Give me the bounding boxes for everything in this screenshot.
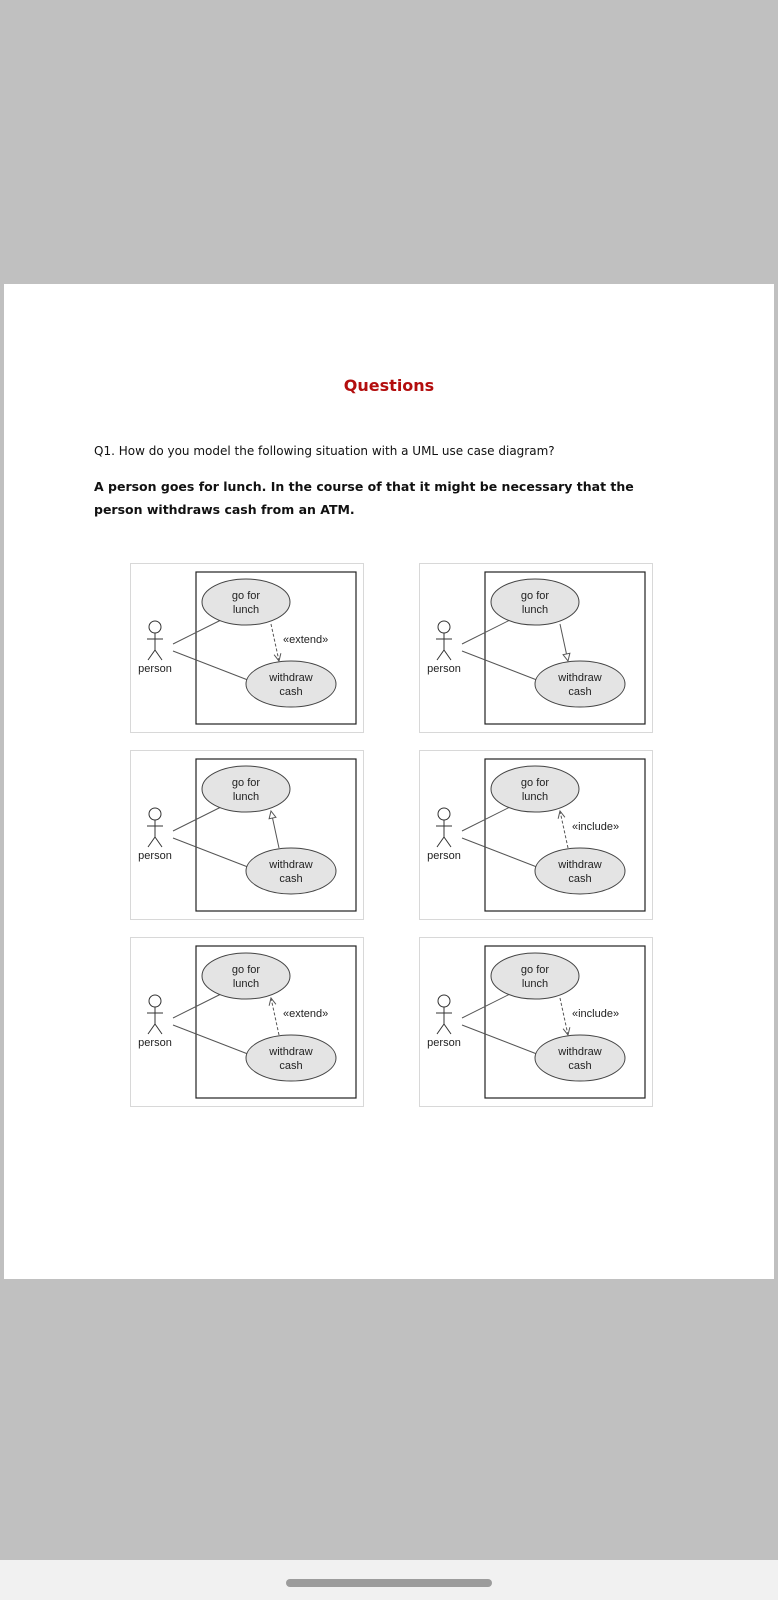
diagram-svg bbox=[131, 564, 363, 732]
use-case-go-for-lunch bbox=[202, 953, 290, 999]
use-case-label: lunch bbox=[521, 978, 549, 990]
use-case-label: withdraw bbox=[269, 672, 313, 684]
use-case-label: go for bbox=[231, 964, 261, 976]
actor-head bbox=[149, 621, 161, 633]
use-case-label: cash bbox=[568, 1060, 592, 1072]
actor-leg bbox=[437, 837, 444, 847]
actor-head bbox=[438, 621, 450, 633]
question-text: Q1. How do you model the following situation with a UML use case diagram? bbox=[94, 444, 555, 458]
home-indicator[interactable] bbox=[286, 1579, 492, 1587]
actor-label: person bbox=[138, 663, 172, 675]
generalization-arrowhead bbox=[269, 811, 276, 819]
association-line bbox=[462, 651, 542, 682]
association-line bbox=[173, 838, 253, 869]
use-case-label: cash bbox=[279, 873, 303, 885]
actor-label: person bbox=[427, 663, 461, 675]
document-page bbox=[4, 284, 774, 1279]
association-line bbox=[462, 620, 510, 644]
actor-leg bbox=[437, 1024, 444, 1034]
use-case-withdraw-cash bbox=[535, 661, 625, 707]
association-line bbox=[462, 994, 510, 1018]
association-line bbox=[462, 838, 542, 869]
use-case-label: lunch bbox=[232, 791, 260, 803]
use-case-diagram-3 bbox=[130, 750, 364, 920]
diagram-svg bbox=[420, 564, 652, 732]
use-case-label: withdraw bbox=[269, 1046, 313, 1058]
actor-leg bbox=[148, 1024, 155, 1034]
generalization-arrowhead bbox=[563, 653, 570, 661]
actor-label: person bbox=[427, 1037, 461, 1049]
actor-leg bbox=[155, 837, 162, 847]
use-case-label: go for bbox=[520, 964, 550, 976]
use-case-label: lunch bbox=[521, 604, 549, 616]
use-case-withdraw-cash bbox=[246, 661, 336, 707]
use-case-label: lunch bbox=[521, 791, 549, 803]
actor-head bbox=[149, 808, 161, 820]
association-line bbox=[173, 807, 221, 831]
actor-leg bbox=[444, 837, 451, 847]
use-case-label: lunch bbox=[232, 604, 260, 616]
use-case-diagram-1 bbox=[130, 563, 364, 733]
use-case-go-for-lunch bbox=[491, 579, 579, 625]
use-case-label: withdraw bbox=[558, 859, 602, 871]
actor-leg bbox=[148, 650, 155, 660]
use-case-label: go for bbox=[231, 590, 261, 602]
diagram-svg bbox=[420, 751, 652, 919]
association-line bbox=[462, 807, 510, 831]
use-case-diagram-2 bbox=[419, 563, 653, 733]
use-case-label: go for bbox=[231, 777, 261, 789]
actor-label: person bbox=[138, 1037, 172, 1049]
use-case-withdraw-cash bbox=[246, 848, 336, 894]
association-line bbox=[173, 620, 221, 644]
association-line bbox=[173, 1025, 253, 1056]
actor-leg bbox=[155, 1024, 162, 1034]
scenario-text: A person goes for lunch. In the course of that it might be necessary that the person withdraws cash from an ATM. bbox=[94, 479, 634, 517]
relation-label: «extend» bbox=[283, 1008, 329, 1020]
diagram-svg bbox=[131, 938, 363, 1106]
relation-label: «extend» bbox=[283, 634, 329, 646]
actor-leg bbox=[148, 837, 155, 847]
use-case-go-for-lunch bbox=[202, 579, 290, 625]
actor-label: person bbox=[427, 850, 461, 862]
page-title: Questions bbox=[343, 376, 435, 395]
use-case-label: lunch bbox=[232, 978, 260, 990]
use-case-label: cash bbox=[279, 1060, 303, 1072]
use-case-label: withdraw bbox=[558, 672, 602, 684]
use-case-label: cash bbox=[568, 686, 592, 698]
use-case-label: withdraw bbox=[269, 859, 313, 871]
use-case-go-for-lunch bbox=[491, 766, 579, 812]
actor-leg bbox=[444, 650, 451, 660]
relation-label: «include» bbox=[572, 1008, 620, 1020]
actor-label: person bbox=[138, 850, 172, 862]
use-case-label: cash bbox=[568, 873, 592, 885]
use-case-label: withdraw bbox=[558, 1046, 602, 1058]
use-case-withdraw-cash bbox=[535, 848, 625, 894]
diagram-svg bbox=[420, 938, 652, 1106]
use-case-label: go for bbox=[520, 777, 550, 789]
actor-leg bbox=[155, 650, 162, 660]
use-case-diagram-4 bbox=[419, 750, 653, 920]
actor-head bbox=[149, 995, 161, 1007]
actor-head bbox=[438, 995, 450, 1007]
diagram-svg bbox=[131, 751, 363, 919]
use-case-diagram-5 bbox=[130, 937, 364, 1107]
use-case-go-for-lunch bbox=[202, 766, 290, 812]
use-case-go-for-lunch bbox=[491, 953, 579, 999]
actor-head bbox=[438, 808, 450, 820]
association-line bbox=[173, 651, 253, 682]
actor-leg bbox=[444, 1024, 451, 1034]
use-case-label: go for bbox=[520, 590, 550, 602]
use-case-withdraw-cash bbox=[246, 1035, 336, 1081]
association-line bbox=[173, 994, 221, 1018]
use-case-label: cash bbox=[279, 686, 303, 698]
relation-label: «include» bbox=[572, 821, 620, 833]
use-case-diagram-6 bbox=[419, 937, 653, 1107]
actor-leg bbox=[437, 650, 444, 660]
association-line bbox=[462, 1025, 542, 1056]
use-case-withdraw-cash bbox=[535, 1035, 625, 1081]
